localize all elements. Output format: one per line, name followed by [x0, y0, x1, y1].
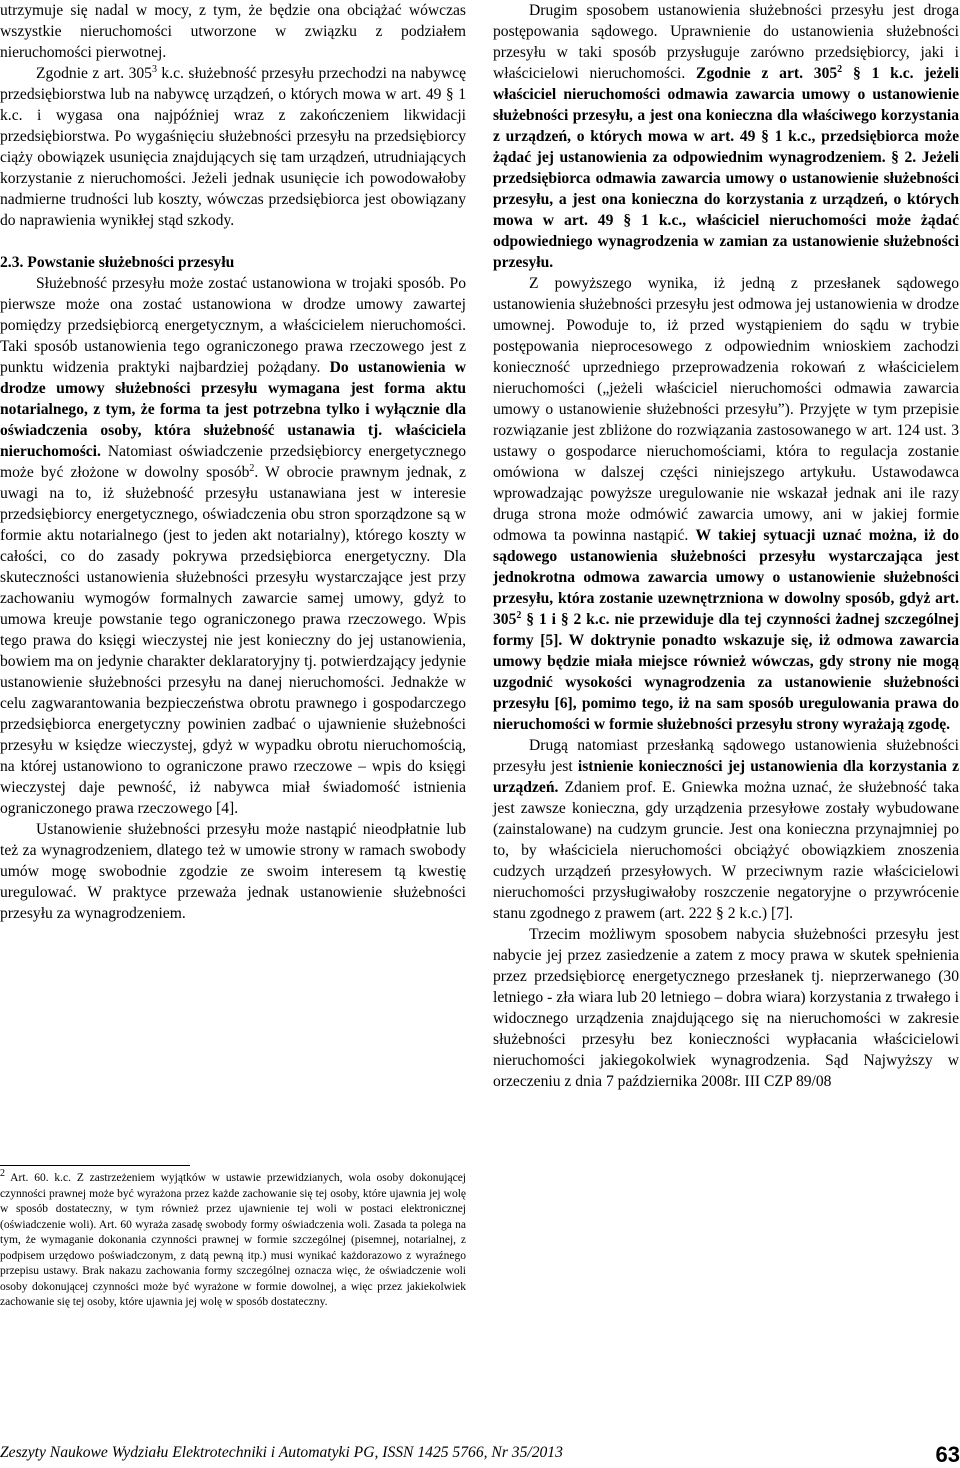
page-number: 63 — [935, 1442, 960, 1467]
acquisition-paragraph — [493, 924, 959, 1092]
superscript: 2 — [837, 63, 843, 75]
blank-line — [0, 231, 466, 252]
left-column — [0, 0, 466, 924]
paragraph-text: Drugim sposobem ustanowienia służebności przesyłu jest droga postępowania sądowego. Uprawnienie do ustanowienia służebności przesyłu w taki sposób przysługuje zarówno przedsiębiorcy, jaki i właścicielowi nieruchomości. — [493, 2, 959, 82]
paragraph-text: Zdaniem prof. E. Gniewka można uznać, że służebność taka jest zawsze konieczna, gdy urządzenia przesyłowe zostały wybudowane (zainstalowane) na cudzym gruncie. Jest ona konieczna przynajmniej po to, by właściciela nieruchomości obciążyć obowiązkiem znoszenia cudzych urządzeń przesyłowych. W przeciwnym razie właścicielowi nieruchomości przysługiwałoby roszczenie negatoryjne o przywrócenie stanu zgodnego z prawem (art. 222 § 2 k.c.) [7]. — [493, 779, 959, 922]
superscript: 3 — [151, 63, 157, 75]
bold-passage: Zgodnie z art. 305 — [696, 65, 838, 82]
paragraph-text: Służebność przesyłu może zostać ustanowiona w trojaki sposób. Po pierwsze może ona zostać ustanowiona w drodze umowy zawartej pomiędzy przedsiębiorcą energetycznym, a właścicielem nieruchomości. Taki sposób ustanowienia tego ograniczonego prawa rzeczowego jest z punktu widzenia praktyki najbardziej pożądany. — [0, 275, 466, 376]
superscript: 2 — [516, 609, 522, 621]
paragraph-text: Trzecim możliwym sposobem nabycia służebności przesyłu jest nabycie jej przez zasiedzenie a zatem z mocy prawa w skutek spełnienia przez przedsiębiorcę energetycznego przesłanek tj. nieprzerwanego (30 letniego - zła wiara lub 20 letniego – dobra wiara) korzystania z trwałego i widocznego urządzenia znajdującego się na nieruchomości w zakresie służebności przesyłu bez konieczności wypłacania właścicielowi nieruchomości jakiegokolwiek wynagrodzenia. Sąd Najwyższy w orzeczeniu z dnia 7 października 2008r. III CZP 89/08 — [493, 926, 959, 1090]
footnote-reference[interactable]: 2 — [249, 462, 255, 474]
right-column — [493, 0, 959, 1092]
paragraph-text: . W obrocie prawnym jednak, z uwagi na to, iż służebność przesyłu ustanawiana jest w interesie przedsiębiorcy energetycznego, oświadczenia obu stron sporządzone są w formie aktu notarialnego (jest to jeden akt notarialny), którego koszty w całości, co do zasady pokrywa przedsiębiorca energetyczny. Dla skuteczności ustanowienia służebności przesyłu wystarczające jest przy zachowaniu wymogów formalnych zawarcie samej umowy, gdyż to umowa kreuje powstanie tego ograniczonego prawa rzeczowego. Wpis tego prawa do księgi wieczystej nie jest konieczny do jej ustanowienia, bowiem ma on jedynie charakter deklaratoryjny tj. potwierdzający jedynie ustanowienie służebności przesyłu na danej nieruchomości. Jednakże w celu zagwarantowania bezpieczeństwa obrotu prawnego i gospodarczego przedsiębiorca energetyczny powinien zadbać o ujawnienie służebności przesyłu w księdze wieczystej, gdyż w wypadku obrotu nieruchomością, na której ustanowiono to ograniczone prawo rzeczowe – wpis do księgi wieczystej daje pewność, iż nabywca miał świadomość istnienia ograniczonego prawa rzeczowego [4]. — [0, 464, 466, 817]
transfer-paragraph — [0, 63, 466, 231]
necessity-paragraph — [493, 735, 959, 924]
premise-paragraph — [493, 273, 959, 735]
footnote — [0, 1168, 466, 1311]
section-heading: 2.3. Powstanie służebności przesyłu — [0, 254, 235, 271]
paragraph-text: Z powyższego wynika, iż jedną z przesłanek sądowego ustanowienia służebności przesyłu jest odmowa jej ustanowienia w drodze umownej. Powoduje to, iż przed wystąpieniem do sądu w trybie postępowania nieprocesowego z odpowiednim wnioskiem zachodzi konieczność uprzedniego przeprowadzenia rokowań z właścicielem nieruchomości („jeżeli właściciel nieruchomości odmawia zawarcia umowy o ustanowienie służebności przesyłu”). Przyjęte w tym przepisie rozwiązanie jest zbliżone do rozwiązania zastosowanego w art. 124 ust. 3 ustawy o gospodarce nieruchomościami, która to regulacja zostanie omówiona w dalszej części niniejszego artykułu. Ustawodawca wprowadzając powyższe uregulowanie nie wskazał jednak ani ile razy druga strona może odmówić zawarcia umowy, ani w jakiej formie odmowa ta powinna nastąpić. — [493, 275, 959, 544]
bold-passage: § 1 k.c. jeżeli właściciel nieruchomości odmawia zawarcia umowy o ustanowienie służebności przesyłu, a jest ona konieczna dla właściwego korzystania z urządzeń, o których mowa w art. 49 § 1 k.c., przedsiębiorca może żądać jej ustanowienia za odpowiednim wynagrodzeniem. § 2. Jeżeli przedsiębiorca odmawia zawarcia umowy o ustanowienie służebności przesyłu, a jest ona konieczna do korzystania z urządzeń, o których mowa w art. 49 § 1 k.c., właściciel nieruchomości może żądać odpowiedniego wynagrodzenia w zamian za ustanowienie służebności przesyłu. — [493, 65, 959, 271]
paragraph-text: k.c. służebność przesyłu przechodzi na nabywcę przedsiębiorstwa lub na nabywcę urządzeń, o których mowa w art. 49 § 1 k.c. i wygasa ona najpóźniej wraz z zakończeniem likwidacji przedsiębiorstwa. Po wygaśnięciu służebności przesyłu na przedsiębiorcy ciąży obowiązek usunięcia znajdujących się tam urządzeń, utrudniających korzystanie z nieruchomości. Jeżeli jednak usunięcie ich powodowałoby nadmierne trudności lub koszty, wówczas przedsiębiorca jest obowiązany do naprawienia wynikłej stąd szkody. — [0, 65, 466, 229]
court-paragraph — [493, 0, 959, 273]
footnote-text: Art. 60. k.c. Z zastrzeżeniem wyjątków w ustawie przewidzianych, wola osoby dokonującej czynności prawnej może być wyrażona przez każde zachowanie się tej osoby, które ujawnia jej wolę w sposób dostateczny, w tym również przez ujawnienie tej woli w postaci elektronicznej (oświadczenie woli). Art. 60 wyraża zasadę swobody formy oświadczenia woli. Zasada ta polega na tym, że wymaganie dokonania czynności prawnej w formie szczególnej (pisemnej, notarialnej, z podpisem urzędowo poświadczonym, z datą pewną itp.) musi wynikać każdorazowo z wyraźnego przepisu ustawy. Brak nakazu zachowania formy szczególnej oznacza więc, że oświadczenie woli osoby dokonującej czynności może być wyrażone w formie dowolnej, a więc przez jakiekolwiek zachowanie się tej osoby, które ujawnia jej wolę w sposób dostateczny. — [0, 1172, 466, 1308]
bold-passage: istnienie konieczności jej ustanowienia dla korzystania z urządzeń. — [493, 758, 960, 796]
intro-paragraph — [0, 0, 466, 63]
footnote-separator — [0, 1165, 190, 1166]
journal-citation: Zeszyty Naukowe Wydziału Elektrotechniki i Automatyki PG, ISSN 1425 5766, Nr 35/2013 — [0, 1444, 563, 1461]
paragraph-text: Zgodnie z art. 305 — [36, 65, 152, 82]
paragraph-text: Drugą natomiast przesłanką sądowego ustanowienia służebności przesyłu jest — [493, 737, 959, 775]
bold-passage: § 1 i § 2 k.c. nie przewiduje dla tej czynności żadnej szczególnej formy [5]. W doktrynie ponadto wskazuje się, iż odmowa zawarcia umowy będzie miała miejsce również wówczas, gdy strony nie mogą uzgodnić wysokości wynagrodzenia za ustanowienie służebności przesyłu [6], pomimo tego, iż na sam sposób uregulowania prawa do nieruchomości w formie służebności przesyłu strony wyrażają zgodę. — [493, 611, 959, 733]
paragraph-text: utrzymuje się nadal w mocy, z tym, że będzie ona obciążać wówczas wszystkie nieruchomości utworzone w związku z podziałem nieruchomości pierwotnej. — [0, 2, 466, 61]
establishment-paragraph — [0, 273, 466, 819]
paragraph-text: Natomiast oświadczenie przedsiębiorcy energetycznego może być złożone w dowolny sposób — [0, 443, 466, 481]
footnote-marker: 2 — [0, 1168, 5, 1180]
bold-passage: Do ustanowienia w drodze umowy służebności przesyłu wymagana jest forma aktu notarialnego, z tym, że forma ta jest potrzebna tylko i wyłącznie dla oświadczenia osoby, która służebność ustanawia tj. właściciela nieruchomości. — [0, 359, 466, 460]
payment-paragraph — [0, 819, 466, 924]
paragraph-text: Ustanowienie służebności przesyłu może nastąpić nieodpłatnie lub też za wynagrodzeniem, dlatego też w umowie strony w ramach swobody umów mogę swobodnie zgodzie ze swoim interesem tą kwestię uregulować. W praktyce przeważa jednak ustanowienie służebności przesyłu za wynagrodzeniem. — [0, 821, 466, 922]
page-footer — [0, 1437, 960, 1467]
bold-passage: W takiej sytuacji uznać można, iż do sądowego ustanowienia służebności przesyłu wystarczająca jest jednokrotna odmowa zawarcia umowy o ustanowienie służebności przesyłu, która zostanie uzewnętrzniona w dowolny sposób, gdyż art. 305 — [493, 527, 959, 628]
